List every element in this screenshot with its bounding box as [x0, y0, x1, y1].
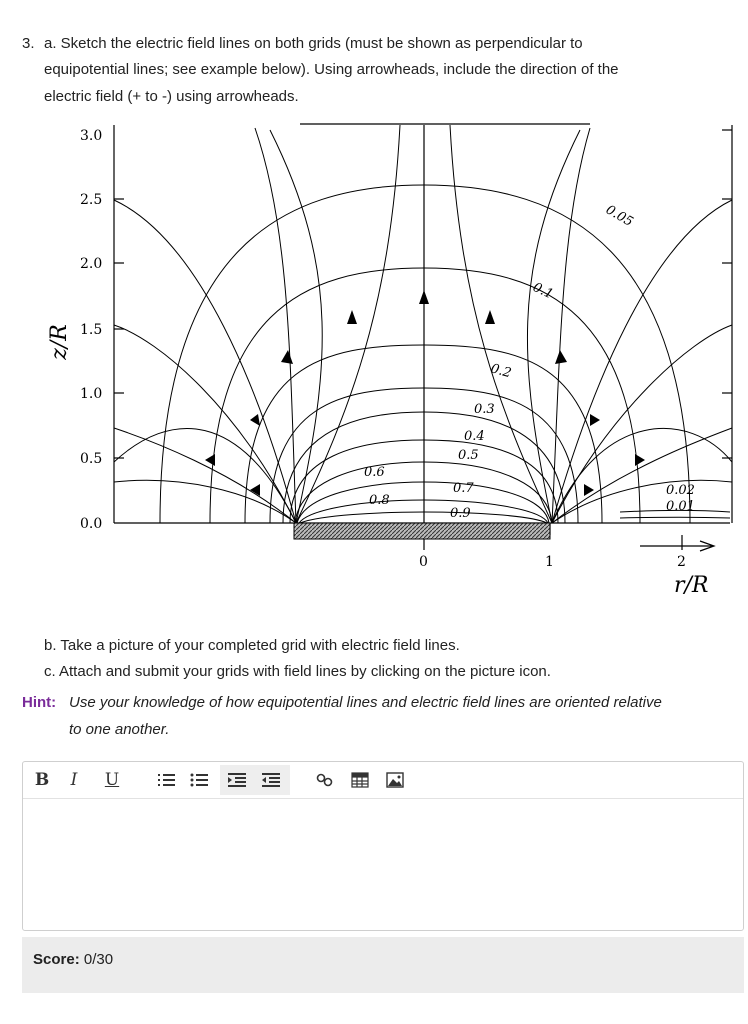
hint-label: Hint: — [22, 694, 57, 711]
y-tick-0-5: 0.5 — [80, 451, 103, 467]
score-panel — [22, 937, 744, 993]
y-tick-3-0: 3.0 — [80, 128, 103, 144]
link-icon — [316, 772, 334, 788]
answer-editor — [22, 761, 744, 931]
y-axis-label: z/R — [47, 324, 72, 360]
equipotential-label: 0.01 — [666, 499, 695, 514]
y-tick-1-0: 1.0 — [80, 386, 103, 402]
bullet-list-button[interactable] — [188, 767, 210, 793]
equipotential-label: 0.5 — [458, 448, 479, 463]
question-part-a-line3: electric field (+ to -) using arrowheads. — [44, 88, 299, 105]
equipotential-label: 0.05 — [603, 202, 636, 230]
equipotential-figure — [0, 110, 748, 610]
question-part-a-line2: equipotential lines; see example below). Using arrowheads, include the direction of the — [44, 61, 619, 78]
equipotential-label: 0.9 — [450, 506, 471, 521]
answer-text-area[interactable] — [23, 799, 743, 930]
y-tick-2-0: 2.0 — [80, 256, 103, 272]
y-tick-2-5: 2.5 — [80, 192, 103, 208]
hint-text-line1: Use your knowledge of how equipotential lines and electric field lines are oriented relative — [69, 694, 662, 711]
numbered-list-icon — [157, 772, 175, 788]
equipotential-label: 0.02 — [666, 483, 695, 498]
picture-button[interactable] — [384, 767, 406, 793]
x-axis-label: r/R — [674, 573, 709, 598]
indent-button[interactable] — [226, 767, 248, 793]
x-tick-1: 1 — [545, 554, 554, 570]
equipotential-label: 0.7 — [453, 481, 474, 496]
outdent-icon — [262, 772, 280, 788]
editor-toolbar — [23, 762, 743, 799]
question-part-c: c. Attach and submit your grids with field lines by clicking on the picture icon. — [44, 663, 551, 680]
equipotential-label: 0.3 — [474, 402, 495, 417]
score-value: 0/30 — [83, 951, 114, 968]
hint-text-line2: to one another. — [69, 721, 170, 738]
table-button[interactable] — [349, 767, 371, 793]
score-label: Score: — [33, 951, 80, 968]
italic-button[interactable]: I — [70, 770, 78, 790]
equipotential-label: 0.8 — [369, 493, 390, 508]
x-tick-0: 0 — [419, 554, 428, 570]
link-button[interactable] — [314, 767, 336, 793]
question-part-a-line1: a. Sketch the electric field lines on both grids (must be shown as perpendicular to — [44, 35, 583, 52]
numbered-list-button[interactable] — [155, 767, 177, 793]
indent-icon — [228, 772, 246, 788]
equipotential-label: 0.6 — [364, 465, 385, 480]
picture-icon — [386, 772, 404, 788]
y-tick-1-5: 1.5 — [80, 322, 103, 338]
bold-button[interactable]: B — [34, 770, 50, 790]
equipotential-label: 0.4 — [464, 429, 485, 444]
equipotential-diagram — [0, 110, 748, 610]
equipotential-label: 0.2 — [488, 361, 513, 382]
outdent-button[interactable] — [260, 767, 282, 793]
underline-button[interactable]: U — [104, 770, 120, 790]
table-icon — [351, 772, 369, 788]
equipotential-label: 0.1 — [530, 280, 556, 303]
bullet-list-icon — [190, 772, 208, 788]
score — [33, 951, 113, 968]
question-part-b: b. Take a picture of your completed grid with electric field lines. — [44, 637, 460, 654]
x-tick-2: 2 — [677, 554, 686, 570]
question-number: 3. — [22, 35, 35, 52]
y-tick-0-0: 0.0 — [80, 516, 103, 532]
